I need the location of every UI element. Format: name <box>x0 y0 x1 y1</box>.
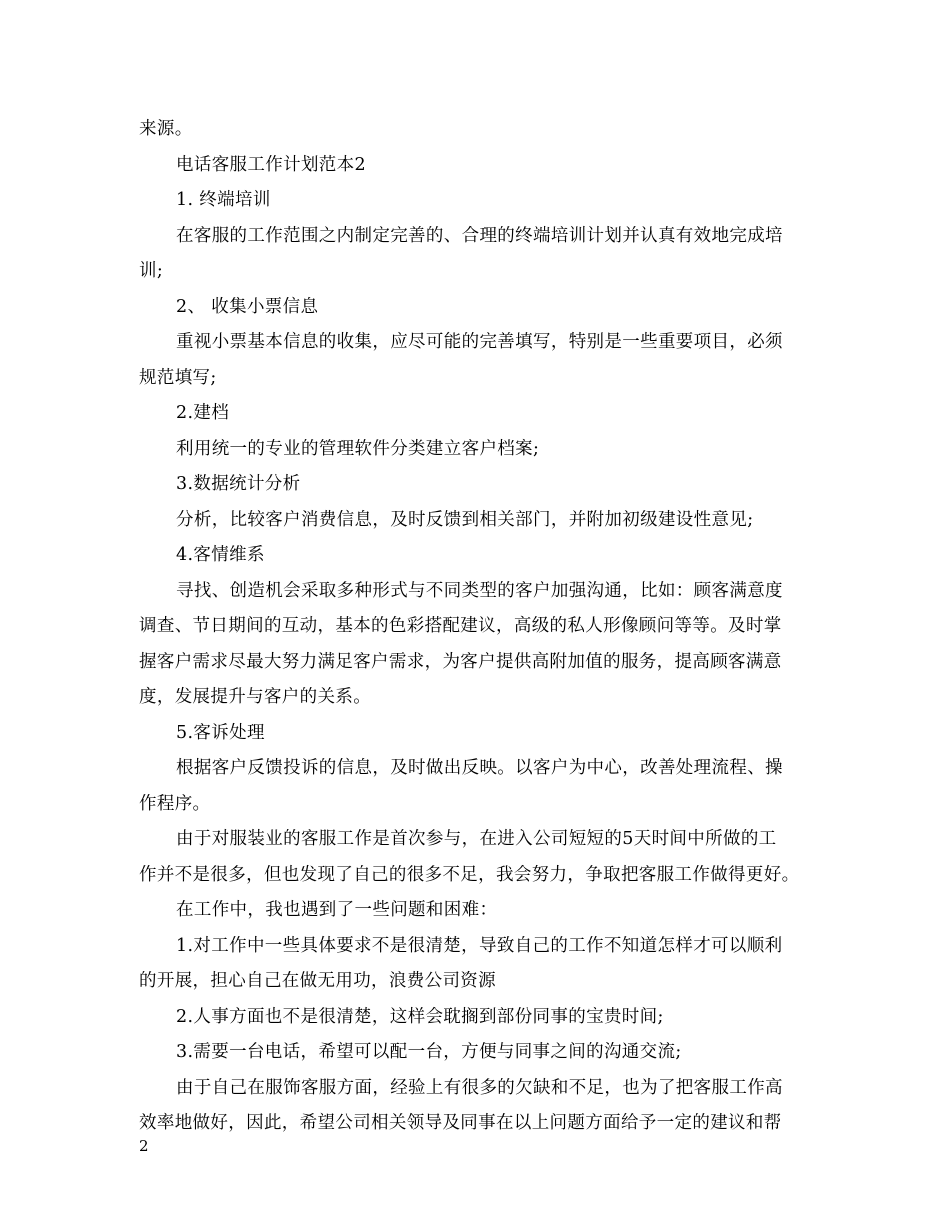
text-line: 由于自己在服饰客服方面，经验上有很多的欠缺和不足，也为了把客服工作高 <box>176 1077 783 1098</box>
text-line: 来源。 <box>139 119 193 139</box>
text-line: 作程序。 <box>139 793 211 814</box>
text-line: 在工作中，我也遇到了一些问题和困难： <box>176 900 498 920</box>
text-line: 2.人事方面也不是很清楚，这样会耽搁到部份同事的宝贵时间; <box>176 1006 664 1027</box>
text-line: 作并不是很多，但也发现了自己的很多不足，我会努力，争取把客服工作做得更好。 <box>139 864 800 885</box>
text-line: 1.对工作中一些具体要求不是很清楚，导致自己的工作不知道怎样才可以顺利 <box>176 935 783 956</box>
heading-customer-relations: 4.客情维系 <box>176 545 265 565</box>
text-line: 由于对服装业的客服工作是首次参与，在进入公司短短的5天时间中所做的工 <box>176 829 777 849</box>
text-line: 3.需要一台电话，希望可以配一台，方便与同事之间的沟通交流; <box>176 1042 682 1062</box>
text-line: 效率地做好，因此，希望公司相关领导及同事在以上问题方面给予一定的建议和帮 <box>139 1113 782 1133</box>
heading-filing: 2.建档 <box>176 403 230 423</box>
text-line: 度，发展提升与客户的关系。 <box>139 687 372 707</box>
text-line: 在客服的工作范围之内制定完善的、合理的终端培训计划并认真有效地完成培 <box>176 225 783 246</box>
heading-complaint-handling: 5.客诉处理 <box>176 722 265 743</box>
heading-terminal-training: 1. 终端培训 <box>176 190 271 210</box>
section-title: 电话客服工作计划范本2 <box>176 154 366 175</box>
text-line: 握客户需求尽最大努力满足客户需求，为客户提供高附加值的服务，提高顾客满意 <box>139 651 782 672</box>
text-line: 规范填写; <box>139 367 217 388</box>
heading-data-analysis: 3.数据统计分析 <box>176 474 301 494</box>
text-line: 训; <box>139 261 164 281</box>
text-line: 利用统一的专业的管理软件分类建立客户档案; <box>176 438 540 459</box>
document-body <box>139 112 815 1142</box>
heading-collect-receipts: 2、 收集小票信息 <box>176 296 319 317</box>
text-line: 分析，比较客户消费信息，及时反馈到相关部门，并附加初级建设性意见; <box>176 509 754 530</box>
text-line: 调查、节日期间的互动，基本的色彩搭配建议，高级的私人形像顾问等等。及时掌 <box>139 616 782 636</box>
text-line: 寻找、创造机会采取多种形式与不同类型的客户加强沟通，比如：顾客满意度 <box>176 580 783 601</box>
text-line: 根据客户反馈投诉的信息，及时做出反映。以客户为中心，改善处理流程、操 <box>176 758 783 778</box>
text-line: 重视小票基本信息的收集，应尽可能的完善填写，特别是一些重要项目，必须 <box>176 332 783 352</box>
page-number: 2 <box>139 1137 149 1155</box>
text-line: 的开展，担心自己在做无用功，浪费公司资源 <box>139 971 496 991</box>
